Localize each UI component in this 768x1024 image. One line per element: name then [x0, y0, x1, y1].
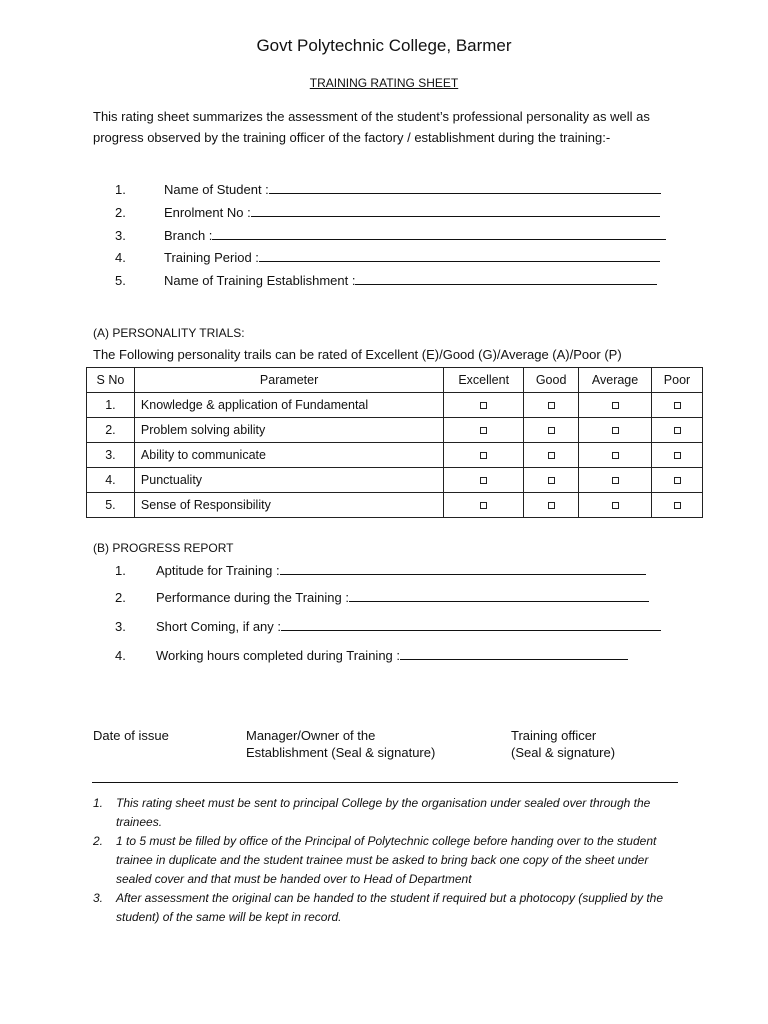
intro-paragraph: This rating sheet summarizes the assessment of the student’s professional personality as well as progress observed by the training officer of the factory / establishment during the training:- [93, 109, 650, 145]
table-row [87, 443, 703, 468]
sheet-heading: TRAINING RATING SHEET [309, 76, 459, 90]
officer-line-1: Training officer [511, 728, 597, 743]
excellent-checkbox[interactable] [480, 477, 487, 484]
field-number: 3. [115, 228, 126, 243]
note-item [93, 889, 683, 927]
personality-section-description: The Following personality trails can be rated of Excellent (E)/Good (G)/Average (A)/Poor (P) [93, 347, 622, 362]
progress-number: 4. [115, 648, 126, 663]
column-header-sno: S No [87, 368, 135, 393]
column-header-parameter: Parameter [134, 368, 443, 393]
note-number: 2. [93, 834, 104, 848]
row-sno: 1. [87, 393, 135, 418]
officer-line-2: (Seal & signature) [511, 745, 616, 760]
blank-line [281, 618, 661, 631]
poor-checkbox[interactable] [674, 477, 681, 484]
progress-item-working-hours [115, 647, 628, 663]
good-checkbox[interactable] [548, 477, 555, 484]
row-sno: 3. [87, 443, 135, 468]
field-label: Branch : [164, 228, 213, 243]
blank-line [349, 589, 649, 602]
note-text: 1 to 5 must be filled by office of the Principal of Polytechnic college before handing over to the student trainee in duplicate and the student trainee must be asked to bring back one copy of the sheet under sealed cover and that must be handed over to Head of Department [116, 834, 657, 886]
blank-line [259, 249, 660, 262]
blank-line [212, 227, 666, 240]
personality-section-title: (A) PERSONALITY TRIALS: [93, 326, 245, 340]
field-label: Enrolment No : [164, 205, 251, 220]
progress-number: 2. [115, 590, 126, 605]
manager-line-2: Establishment (Seal & signature) [246, 745, 436, 760]
average-checkbox[interactable] [612, 427, 619, 434]
note-item [93, 832, 683, 889]
excellent-checkbox[interactable] [480, 427, 487, 434]
field-label: Training Period : [164, 250, 259, 265]
table-row [87, 493, 703, 518]
officer-signature-block [511, 727, 615, 761]
progress-section-title: (B) PROGRESS REPORT [93, 541, 234, 555]
excellent-checkbox[interactable] [480, 502, 487, 509]
note-number: 1. [93, 796, 104, 810]
blank-line [355, 272, 657, 285]
notes-list [93, 794, 683, 927]
excellent-checkbox[interactable] [480, 402, 487, 409]
blank-line [280, 562, 646, 575]
field-enrolment-no [115, 204, 660, 220]
progress-number: 3. [115, 619, 126, 634]
field-number: 4. [115, 250, 126, 265]
progress-label: Aptitude for Training : [156, 563, 280, 578]
table-row [87, 418, 703, 443]
row-parameter: Problem solving ability [134, 418, 443, 443]
average-checkbox[interactable] [612, 502, 619, 509]
note-text: This rating sheet must be sent to principal College by the organisation under sealed over through the trainees. [116, 796, 651, 829]
progress-number: 1. [115, 563, 126, 578]
column-header-average: Average [579, 368, 652, 393]
manager-signature-block [246, 727, 435, 761]
field-training-establishment [115, 272, 657, 288]
good-checkbox[interactable] [548, 452, 555, 459]
row-parameter: Sense of Responsibility [134, 493, 443, 518]
row-parameter: Ability to communicate [134, 443, 443, 468]
progress-label: Performance during the Training : [156, 590, 349, 605]
good-checkbox[interactable] [548, 402, 555, 409]
column-header-excellent: Excellent [444, 368, 524, 393]
field-training-period [115, 249, 660, 265]
poor-checkbox[interactable] [674, 452, 681, 459]
poor-checkbox[interactable] [674, 427, 681, 434]
progress-item-performance [115, 589, 649, 605]
progress-label: Working hours completed during Training : [156, 648, 400, 663]
row-parameter: Knowledge & application of Fundamental [134, 393, 443, 418]
poor-checkbox[interactable] [674, 402, 681, 409]
signature-divider [92, 782, 678, 783]
field-number: 5. [115, 273, 126, 288]
excellent-checkbox[interactable] [480, 452, 487, 459]
good-checkbox[interactable] [548, 427, 555, 434]
note-text: After assessment the original can be handed to the student if required but a photocopy (supplied by the student) of the same will be kept in record. [116, 891, 664, 924]
field-label: Name of Student : [164, 182, 269, 197]
field-number: 1. [115, 182, 126, 197]
row-sno: 4. [87, 468, 135, 493]
college-title: Govt Polytechnic College, Barmer [256, 36, 512, 55]
field-name-of-student [115, 181, 661, 197]
date-of-issue-label: Date of issue [93, 728, 169, 743]
table-row [87, 393, 703, 418]
note-number: 3. [93, 891, 104, 905]
field-number: 2. [115, 205, 126, 220]
average-checkbox[interactable] [612, 452, 619, 459]
row-parameter: Punctuality [134, 468, 443, 493]
good-checkbox[interactable] [548, 502, 555, 509]
column-header-good: Good [524, 368, 579, 393]
blank-line [400, 647, 628, 660]
table-header-row [87, 368, 703, 393]
manager-line-1: Manager/Owner of the [246, 728, 376, 743]
column-header-poor: Poor [652, 368, 703, 393]
note-item [93, 794, 683, 832]
blank-line [251, 204, 660, 217]
average-checkbox[interactable] [612, 477, 619, 484]
personality-trials-table [86, 367, 703, 518]
row-sno: 2. [87, 418, 135, 443]
progress-item-aptitude [115, 562, 646, 578]
table-row [87, 468, 703, 493]
average-checkbox[interactable] [612, 402, 619, 409]
progress-label: Short Coming, if any : [156, 619, 281, 634]
field-branch [115, 227, 666, 243]
poor-checkbox[interactable] [674, 502, 681, 509]
progress-item-short-coming [115, 618, 661, 634]
blank-line [269, 181, 661, 194]
field-label: Name of Training Establishment : [164, 273, 356, 288]
row-sno: 5. [87, 493, 135, 518]
